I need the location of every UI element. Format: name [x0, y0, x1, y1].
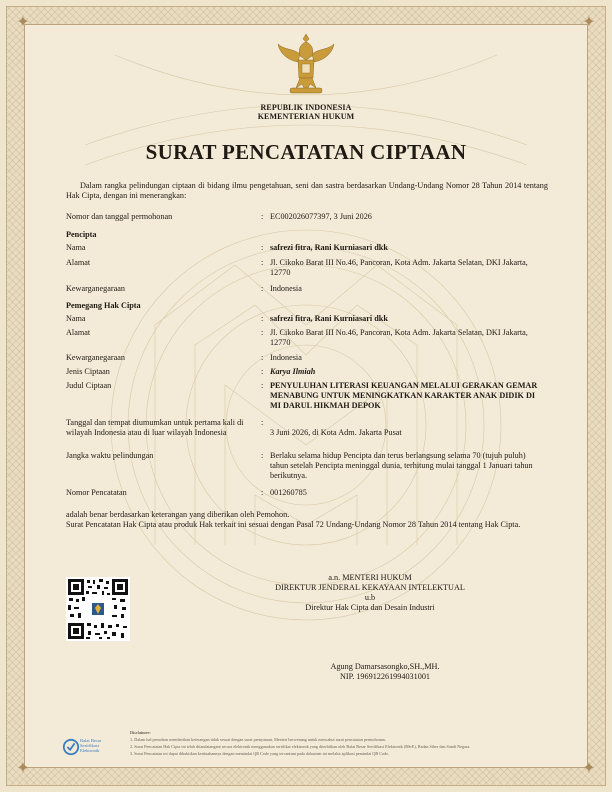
field-label: Alamat — [66, 258, 91, 267]
corner-ornament-icon: ✦ — [582, 14, 596, 31]
disclaimer-item: 2. Surat Pencatatan Hak Cipta ini telah ditandatangani secara elektronik menggunakan sertifikat elektronik yang diterbitkan oleh Balai Besar Sertifikasi Elektronik (BSrE), Badan Siber dan Sandi Negara. — [130, 744, 471, 749]
signatory-nip: NIP. 196912261994031001 — [339, 672, 431, 681]
field-label: Jenis Ciptaan — [66, 367, 110, 376]
bsre-text-line: Balai Besar — [80, 738, 102, 743]
field-value: Indonesia — [270, 284, 302, 293]
creator-address-row: Alamat : Jl. Cikoko Barat III No.46, Pancoran, Kota Adm. Jakarta Selatan, DKI Jakarta, 12770 — [66, 258, 548, 278]
field-value: PENYULUHAN LITERASI KEUANGAN MELALUI GERAKAN GEMAR MENABUNG UNTUK MENINGKATKAN KARAKTER ANAK DIDIK DI MI DARUL HIKMAH DEPOK — [270, 381, 538, 410]
garuda-emblem-icon — [276, 30, 336, 98]
field-label: Nama — [66, 243, 86, 252]
bsre-text-line: Sertifikasi — [80, 743, 99, 748]
field-value: 3 Juni 2026, di Kota Adm. Jakarta Pusat — [270, 428, 402, 437]
qr-code-icon — [66, 577, 130, 641]
field-label: Kewarganegaraan — [66, 353, 125, 362]
corner-ornament-icon: ✦ — [16, 760, 30, 777]
signature-line-4: Direktur Hak Cipta dan Desain Industri — [305, 603, 435, 612]
field-label: Nomor Pencatatan — [66, 488, 127, 497]
header-country: REPUBLIK INDONESIA — [260, 103, 352, 112]
field-label: Nomor dan tanggal permohonan — [66, 212, 173, 221]
document-title: SURAT PENCATATAN CIPTAAN — [145, 140, 467, 164]
field-label: Judul Ciptaan — [66, 381, 112, 390]
work-title-row: Judul Ciptaan : PENYULUHAN LITERASI KEUANGAN MELALUI GERAKAN GEMAR MENABUNG UNTUK MENINGKATKAN KARAKTER ANAK DIDIK DI MI DARUL HIKMAH DEPOK — [66, 381, 538, 410]
duration-row: Jangka waktu pelindungan : Berlaku selama hidup Pencipta dan terus berlangsung selama 70 (tujuh puluh) tahun setelah Pencipta meninggal dunia, terhitung mulai tanggal 1 Januari tahun berikutnya. — [66, 451, 548, 483]
signature-line-2: DIREKTUR JENDERAL KEKAYAAN INTELEKTUAL — [275, 583, 465, 592]
bsre-logo-icon — [62, 738, 80, 756]
intro-paragraph: Dalam rangka pelindungan ciptaan di bidang ilmu pengetahuan, seni dan sastra berdasarkan Undang-Undang Nomor 28 Tahun 2014 tentang Hak Cipta, dengan ini menerangkan: — [66, 181, 548, 200]
creator-heading: Pencipta — [66, 230, 97, 239]
field-label: Kewarganegaraan — [66, 284, 125, 293]
field-value: 001260785 — [270, 488, 307, 497]
holder-name-row: Nama : safrezi fitra, Rani Kurniasari dkk — [66, 314, 548, 324]
creator-nationality-row: Kewarganegaraan : Indonesia — [66, 284, 548, 294]
header-ministry: KEMENTERIAN HUKUM — [257, 112, 355, 121]
field-value: Jl. Cikoko Barat III No.46, Pancoran, Kota Adm. Jakarta Selatan, DKI Jakarta, 12770 — [270, 258, 528, 277]
bsre-text-line: Elektronik — [80, 748, 100, 753]
closing-line-2: Surat Pencatatan Hak Cipta atau produk Hak terkait ini sesuai dengan Pasal 72 Undang-Undang Nomor 28 Tahun 2014 tentang Hak Cipta. — [66, 520, 521, 529]
disclaimer-item: 1. Dalam hal pemohon memberikan keterangan tidak sesuai dengan surat pernyataan, Menteri berwenang untuk mencabut surat pencatatan permohonan. — [130, 737, 386, 742]
signature-line-3: u.b — [364, 593, 376, 602]
application-row: Nomor dan tanggal permohonan : EC002026077397, 3 Juni 2026 — [66, 212, 548, 222]
field-value: Indonesia — [270, 353, 302, 362]
creator-name-row: Nama : safrezi fitra, Rani Kurniasari dkk — [66, 243, 548, 253]
field-value: safrezi fitra, Rani Kurniasari dkk — [270, 314, 388, 323]
field-label: Nama — [66, 314, 86, 323]
closing-line-1: adalah benar berdasarkan keterangan yang diberikan oleh Pemohon. — [66, 510, 290, 519]
record-number-row: Nomor Pencatatan : 001260785 — [66, 488, 548, 498]
field-value: EC002026077397, 3 Juni 2026 — [270, 212, 372, 221]
field-value: safrezi fitra, Rani Kurniasari dkk — [270, 243, 388, 252]
field-label: Tanggal dan tempat diumumkan untuk pertama kali di wilayah Indonesia atau di luar wilayah Indonesia — [66, 418, 244, 437]
field-value: Jl. Cikoko Barat III No.46, Pancoran, Kota Adm. Jakarta Selatan, DKI Jakarta, 12770 — [270, 328, 528, 347]
disclaimer-heading: Disclaimer: — [130, 730, 151, 735]
holder-address-row: Alamat : Jl. Cikoko Barat III No.46, Pancoran, Kota Adm. Jakarta Selatan, DKI Jakarta, 12770 — [66, 328, 548, 348]
disclaimer-item: 3. Surat Pencatatan ini dapat dibuktikan keabsahannya dengan memindai QR Code yang tercantum pada dokumen ini melalui aplikasi pemindai QR Code. — [130, 751, 390, 756]
announced-row: Tanggal dan tempat diumumkan untuk pertama kali di wilayah Indonesia atau di luar wilayah Indonesia : 3 Juni 2026, di Kota Adm. Jakarta Pusat — [66, 418, 548, 448]
field-label: Jangka waktu pelindungan — [66, 451, 154, 460]
holder-nationality-row: Kewarganegaraan : Indonesia — [66, 353, 548, 363]
work-type-row: Jenis Ciptaan : Karya Ilmiah — [66, 367, 548, 377]
corner-ornament-icon: ✦ — [582, 760, 596, 777]
corner-ornament-icon: ✦ — [16, 14, 30, 31]
field-label: Alamat — [66, 328, 91, 337]
signatory-name: Agung Damarsasongko,SH.,MH. — [330, 662, 440, 671]
holder-heading: Pemegang Hak Cipta — [66, 301, 141, 310]
signature-line-1: a.n. MENTERI HUKUM — [328, 573, 412, 582]
field-value: Berlaku selama hidup Pencipta dan terus berlangsung selama 70 (tujuh puluh) tahun setelah Pencipta meninggal dunia, terhitung mulai tanggal 1 Januari tahun berikutnya. — [270, 451, 533, 480]
field-value: Karya Ilmiah — [270, 367, 316, 376]
